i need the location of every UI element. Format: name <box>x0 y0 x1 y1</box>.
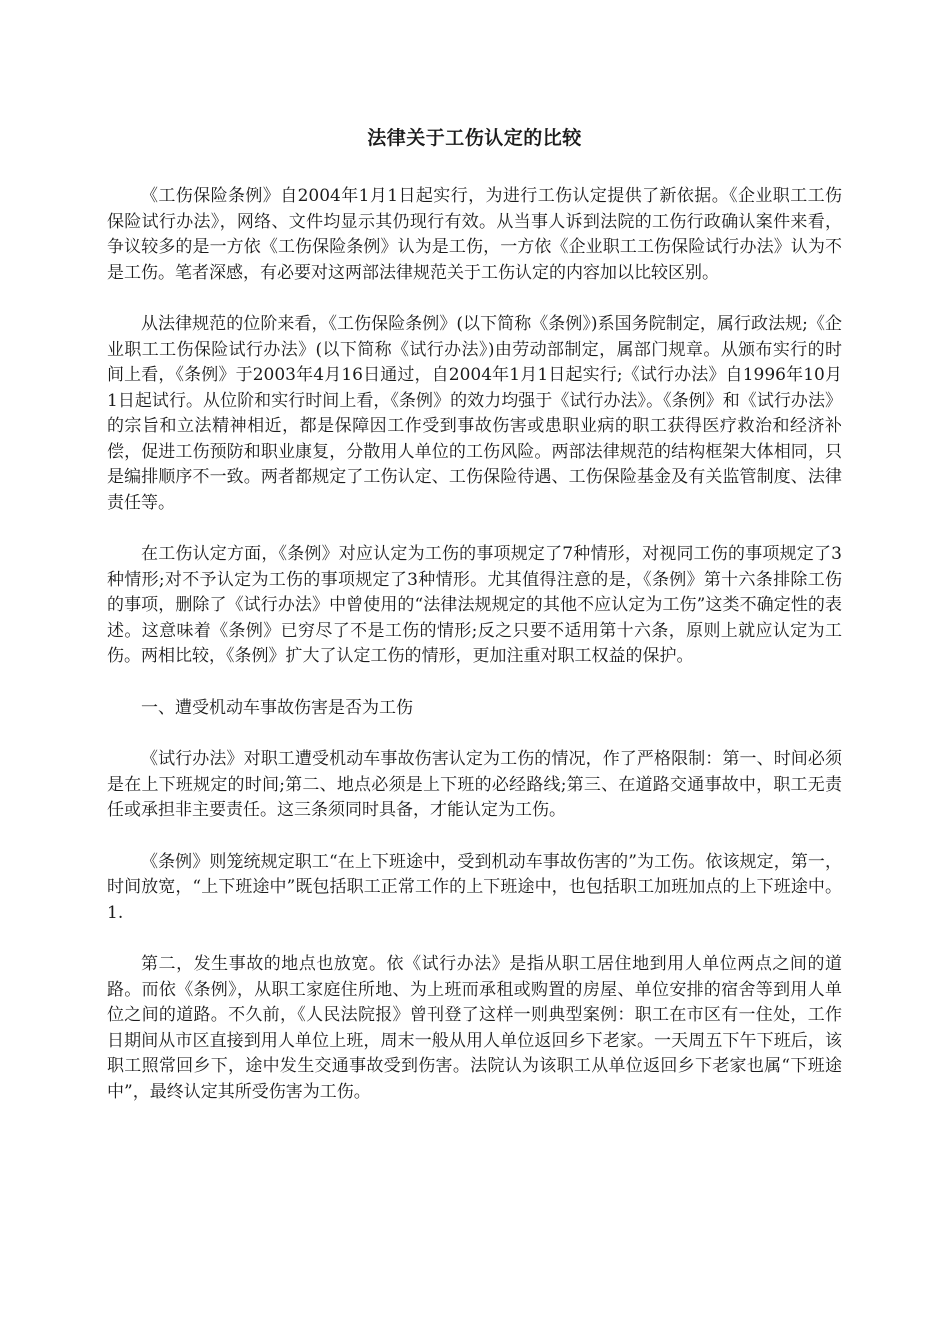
paragraph-intro: 《工伤保险条例》自2004年1月1日起实行，为进行工伤认定提供了新依据。《企业职工工伤保险试行办法》，网络、文件均显示其仍现行有效。从当事人诉到法院的工伤行政确认案件来看，争议较多的是一方依《工伤保险条例》认为是工伤，一方依《企业职工工伤保险试行办法》认为不是工伤。笔者深感，有必要对这两部法律规范关于工伤认定的内容加以比较区别。 <box>107 186 842 283</box>
paragraph-location: 第二，发生事故的地点也放宽。依《试行办法》是指从职工居住地到用人单位两点之间的道路。而依《条例》，从职工家庭住所地、为上班而承租或购置的房屋、单位安排的宿舍等到用人单位之间的道路。不久前，《人民法院报》曾刊登了这样一则典型案例：职工在市区有一住处，工作日期间从市区直接到用人单位上班，周末一般从用人单位返回乡下老家。一天周五下午下班后，该职工照常回乡下，途中发生交通事故受到伤害。法院认为该职工从单位返回乡下老家也属“下班途中”，最终认定其所受伤害为工伤。 <box>107 954 842 1102</box>
document-title: 法律关于工伤认定的比较 <box>367 127 582 149</box>
section-heading-1: 一、遭受机动车事故伤害是否为工伤 <box>141 697 413 718</box>
paragraph-regulation-rule: 《条例》则笼统规定职工“在上下班途中，受到机动车事故伤害的”为工伤。依该规定，第一，时间放宽，“上下班途中”既包括职工正常工作的上下班途中，也包括职工加班加点的上下班途中。 1. <box>107 851 842 923</box>
document-page <box>107 118 842 1131</box>
paragraph-hierarchy: 从法律规范的位阶来看，《工伤保险条例》(以下简称《条例》)系国务院制定，属行政法规;《企业职工工伤保险试行办法》(以下简称《试行办法》)由劳动部制定，属部门规章。从颁布实行的时间上看，《条例》于2003年4月16日通过，自2004年1月1日起实行;《试行办法》自1996年10月1日起试行。从位阶和实行时间上看，《条例》的效力均强于《试行办法》。《条例》和《试行办法》的宗旨和立法精神相近，都是保障因工作受到事故伤害或患职业病的职工获得医疗救治和经济补偿，促进工伤预防和职业康复，分散用人单位的工伤风险。两部法律规范的结构框架大体相同，只是编排顺序不一致。两者都规定了工伤认定、工伤保险待遇、工伤保险基金及有关监管制度、法律责任等。 <box>107 314 842 513</box>
paragraph-trial-measures: 《试行办法》对职工遭受机动车事故伤害认定为工伤的情况，作了严格限制：第一、时间必须是在上下班规定的时间;第二、地点必须是上下班的必经路线;第三、在道路交通事故中，职工无责任或承担非主要责任。这三条须同时具备，才能认定为工伤。 <box>107 749 842 820</box>
paragraph-recognition: 在工伤认定方面，《条例》对应认定为工伤的事项规定了7种情形，对视同工伤的事项规定了3种情形;对不予认定为工伤的事项规定了3种情形。尤其值得注意的是，《条例》第十六条排除工伤的事项，删除了《试行办法》中曾使用的“法律法规规定的其他不应认定为工伤”这类不确定性的表述。这意味着《条例》已穷尽了不是工伤的情形;反之只要不适用第十六条，原则上就应认定为工伤。两相比较，《条例》扩大了认定工伤的情形，更加注重对职工权益的保护。 <box>107 544 842 666</box>
